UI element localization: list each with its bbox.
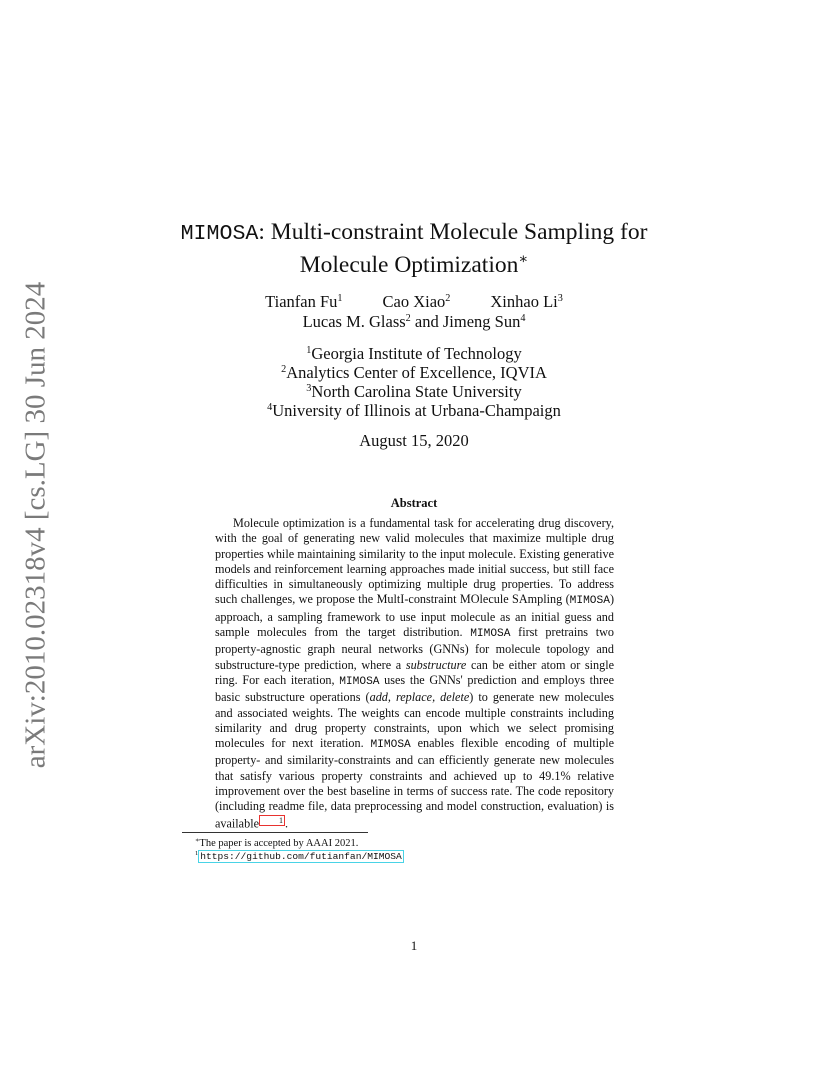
repository-link[interactable]: https://github.com/futianfan/MIMOSA bbox=[200, 851, 402, 862]
title-footnote-mark: ∗ bbox=[518, 251, 529, 268]
title-line1: : Multi-constraint Molecule Sampling for bbox=[258, 219, 648, 245]
author-affil-mark: 4 bbox=[520, 312, 526, 324]
page-number: 1 bbox=[410, 938, 418, 953]
affiliation-mark: 3 bbox=[306, 382, 312, 394]
author-name: Cao Xiao bbox=[382, 292, 446, 311]
method-name: MIMOSA bbox=[569, 595, 610, 608]
author-name: Xinhao Li bbox=[490, 292, 558, 311]
title-line2: Molecule Optimization bbox=[299, 252, 519, 278]
paper-date: August 15, 2020 bbox=[359, 431, 469, 450]
affiliation bbox=[160, 363, 668, 382]
abstract-body bbox=[215, 516, 614, 831]
affiliation-list bbox=[160, 344, 668, 420]
affiliation-name: Analytics Center of Excellence, IQVIA bbox=[286, 363, 547, 382]
author-affil-mark: 2 bbox=[445, 292, 451, 304]
affiliation bbox=[160, 401, 668, 420]
affiliation-name: Georgia Institute of Technology bbox=[311, 344, 522, 363]
abstract-text: Molecule optimization is a fundamental task for accelerating drug discovery, with the goal of generating new valid molecules that maximize multiple drug properties while maintaining similarity to the input molecule. Existing generative models and reinforcement learning approaches made initial success, but still face difficulties in simultaneously optimizing multiple drug properties. To address such challenges, we propose the MultI-constraint MOlecule SAmpling ( bbox=[215, 516, 614, 607]
author-name: Tianfan Fu bbox=[265, 292, 338, 311]
method-name: MIMOSA bbox=[339, 675, 380, 688]
arxiv-sidebar-stamp bbox=[14, 281, 58, 769]
abstract-emphasis: add, replace, delete bbox=[369, 690, 470, 705]
footnote-mark: ∗ bbox=[195, 837, 200, 845]
title-method-name: MIMOSA bbox=[180, 222, 259, 246]
author-name: Jimeng Sun bbox=[442, 312, 521, 331]
abstract-text: . bbox=[284, 816, 289, 831]
method-name: MIMOSA bbox=[370, 739, 411, 752]
abstract-text: ) to generate new molecules and associated weights. The weights can encode multiple constraints including similarity and drug property constraints, upon which we select promising molecules for next iteration. bbox=[215, 690, 614, 751]
footnote-link[interactable]: 1 bbox=[259, 815, 285, 826]
abstract-text: first pretrains two property-agnostic graph neural networks (GNNs) for molecule topology and substructure-type prediction, where a bbox=[215, 625, 614, 672]
footnote-repository bbox=[195, 850, 404, 863]
abstract-text: can be either atom or single ring. For each iteration, bbox=[215, 657, 615, 687]
method-name: MIMOSA bbox=[470, 628, 511, 641]
author-conjunction: and bbox=[414, 312, 439, 331]
footnote-mark: 1 bbox=[195, 850, 199, 858]
affiliation-name: University of Illinois at Urbana-Champaign bbox=[272, 401, 561, 420]
abstract-text: ) approach, a sampling framework to use input molecule as an initial guess and sample molecules from the target distribution. bbox=[215, 592, 614, 640]
arxiv-id: arXiv:2010.02318v4 [cs.LG] 30 Jun 2024 bbox=[19, 281, 52, 769]
abstract-emphasis: substructure bbox=[405, 657, 467, 672]
author-affil-mark: 3 bbox=[557, 292, 563, 304]
footnote-accepted bbox=[195, 837, 358, 850]
abstract-text: enables flexible encoding of multiple property- and similarity-constraints and can efficiently generate new molecules that satisfy various property constraints and achieved up to 49.1% relative improvement over the best baseline in terms of success rate. The code repository (including readme file, data preprocessing and model construction, evaluation) is available bbox=[215, 736, 614, 831]
author-list bbox=[160, 292, 668, 332]
abstract-text: uses the GNNs' prediction and employs three basic substructure operations ( bbox=[215, 672, 614, 705]
footnote-rule bbox=[182, 832, 368, 833]
author-name: Lucas M. Glass bbox=[302, 312, 406, 331]
paper-title bbox=[150, 217, 678, 281]
author-affil-mark: 1 bbox=[337, 292, 343, 304]
affiliation bbox=[160, 382, 668, 401]
abstract-heading: Abstract bbox=[390, 496, 438, 510]
footnote-text: The paper is accepted by AAAI 2021. bbox=[199, 838, 359, 849]
affiliation bbox=[160, 344, 668, 363]
author-affil-mark: 2 bbox=[405, 312, 411, 324]
affiliation-mark: 1 bbox=[306, 344, 312, 356]
affiliation-mark: 2 bbox=[281, 363, 287, 375]
affiliation-name: North Carolina State University bbox=[311, 382, 522, 401]
affiliation-mark: 4 bbox=[267, 401, 273, 413]
